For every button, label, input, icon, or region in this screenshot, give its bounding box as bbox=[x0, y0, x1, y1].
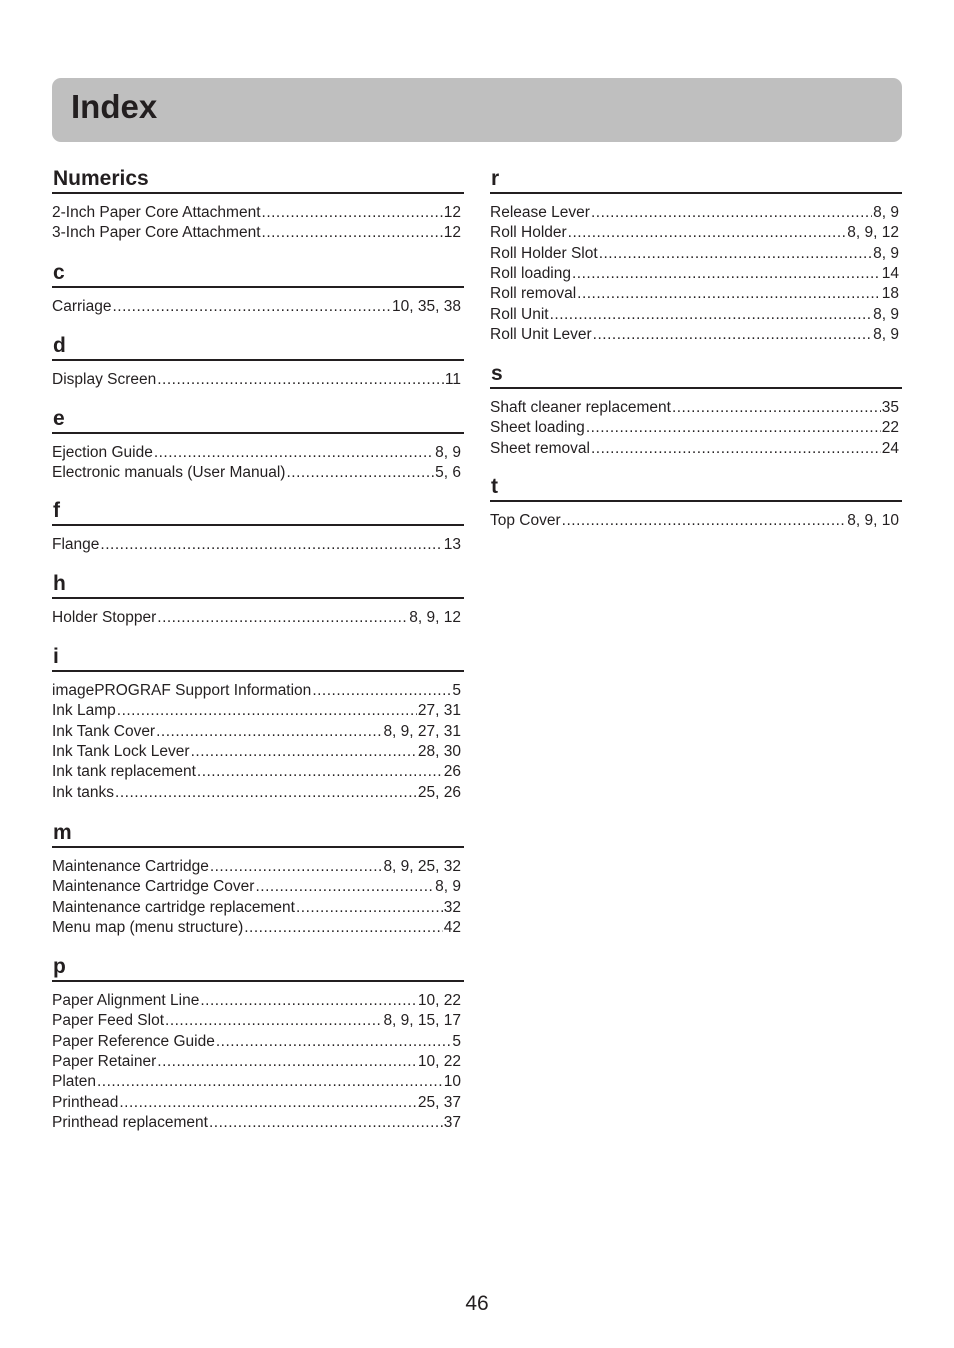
index-section bbox=[52, 571, 464, 628]
entry-pages: 28, 30 bbox=[417, 743, 461, 761]
index-entry bbox=[52, 1072, 461, 1092]
entry-pages: 12 bbox=[443, 204, 461, 221]
dot-leader bbox=[115, 783, 417, 803]
section-heading: h bbox=[52, 571, 464, 599]
section-heading: t bbox=[490, 474, 902, 502]
index-section bbox=[52, 333, 464, 390]
index-entry bbox=[490, 223, 899, 243]
dot-leader bbox=[200, 991, 417, 1011]
entry-pages: 32 bbox=[443, 898, 461, 916]
entry-pages: 8, 9, 27, 31 bbox=[383, 722, 461, 740]
page-number: 46 bbox=[465, 1292, 489, 1315]
entry-term: Ink Tank Lock Lever bbox=[52, 743, 190, 761]
entry-pages: 5 bbox=[452, 1032, 461, 1050]
index-section bbox=[52, 820, 464, 938]
entry-term: Maintenance Cartridge bbox=[52, 858, 209, 875]
entry-pages: 8, 9, 12 bbox=[847, 224, 899, 242]
index-entry bbox=[52, 898, 461, 918]
index-section bbox=[52, 406, 464, 484]
index-section bbox=[52, 166, 464, 244]
entry-pages: 13 bbox=[443, 536, 461, 553]
entry-term: 2-Inch Paper Core Attachment bbox=[52, 204, 261, 221]
entry-pages: 8, 9 bbox=[873, 326, 899, 344]
entry-list bbox=[52, 203, 464, 244]
entry-pages: 35 bbox=[881, 399, 899, 416]
section-heading: c bbox=[52, 260, 464, 288]
dot-leader bbox=[586, 418, 881, 438]
index-entry bbox=[52, 297, 461, 317]
index-entry bbox=[490, 305, 899, 325]
entry-term: Ejection Guide bbox=[52, 444, 153, 461]
entry-pages: 10 bbox=[443, 1073, 461, 1091]
entry-term: Platen bbox=[52, 1073, 96, 1091]
entry-term: Paper Feed Slot bbox=[52, 1012, 165, 1030]
dot-leader bbox=[191, 742, 417, 762]
index-entry bbox=[52, 762, 461, 782]
entry-term: Top Cover bbox=[490, 512, 561, 529]
dot-leader bbox=[157, 1052, 417, 1072]
section-heading: f bbox=[52, 498, 464, 526]
entry-pages: 8, 9 bbox=[873, 204, 899, 221]
entry-pages: 10, 22 bbox=[417, 992, 461, 1009]
index-entry bbox=[490, 511, 899, 531]
dot-leader bbox=[157, 370, 444, 390]
entry-pages: 14 bbox=[881, 265, 899, 283]
index-entry bbox=[52, 722, 461, 742]
entry-pages: 27, 31 bbox=[417, 702, 461, 720]
dot-leader bbox=[672, 398, 881, 418]
entry-term: Maintenance Cartridge Cover bbox=[52, 878, 255, 896]
index-entry bbox=[52, 1093, 461, 1113]
dot-leader bbox=[312, 681, 451, 701]
entry-term: Menu map (menu structure) bbox=[52, 919, 244, 937]
dot-leader bbox=[572, 264, 881, 284]
entry-pages: 10, 22 bbox=[417, 1053, 461, 1071]
entry-list bbox=[52, 443, 464, 484]
index-section bbox=[490, 361, 902, 459]
entry-term: Printhead bbox=[52, 1093, 119, 1111]
index-entry bbox=[490, 203, 899, 223]
entry-list bbox=[52, 681, 464, 803]
index-entry bbox=[52, 681, 461, 701]
index-entry bbox=[52, 1011, 461, 1031]
index-entry bbox=[52, 701, 461, 721]
entry-pages: 26 bbox=[443, 763, 461, 781]
entry-term: Flange bbox=[52, 536, 100, 553]
index-section bbox=[52, 954, 464, 1133]
section-heading: r bbox=[490, 166, 902, 194]
entry-term: Roll Unit bbox=[490, 305, 549, 323]
index-entry bbox=[490, 325, 899, 345]
entry-pages: 42 bbox=[443, 919, 461, 937]
index-section bbox=[52, 498, 464, 555]
entry-term: imagePROGRAF Support Information bbox=[52, 682, 312, 699]
entry-list bbox=[490, 511, 902, 531]
index-section bbox=[490, 166, 902, 345]
index-entry bbox=[52, 1113, 461, 1133]
index-entry bbox=[490, 284, 899, 304]
entry-pages: 8, 9, 25, 32 bbox=[383, 858, 461, 875]
index-entry bbox=[52, 783, 461, 803]
entry-term: Maintenance cartridge replacement bbox=[52, 898, 295, 916]
entry-pages: 8, 9, 12 bbox=[409, 609, 461, 626]
dot-leader bbox=[244, 918, 443, 938]
entry-pages: 8, 9 bbox=[873, 305, 899, 323]
dot-leader bbox=[165, 1011, 382, 1031]
dot-leader bbox=[197, 762, 443, 782]
entry-term: Roll Unit Lever bbox=[490, 326, 592, 344]
entry-pages: 8, 9, 15, 17 bbox=[383, 1012, 461, 1030]
entry-term: Printhead replacement bbox=[52, 1114, 208, 1132]
index-section bbox=[52, 260, 464, 317]
dot-leader bbox=[296, 898, 443, 918]
index-entry bbox=[52, 370, 461, 390]
entry-term: Display Screen bbox=[52, 371, 157, 388]
index-entry bbox=[52, 203, 461, 223]
entry-list bbox=[52, 857, 464, 938]
dot-leader bbox=[562, 511, 847, 531]
entry-pages: 8, 9 bbox=[873, 244, 899, 262]
entry-term: Sheet loading bbox=[490, 419, 585, 437]
index-entry bbox=[52, 1052, 461, 1072]
entry-term: Paper Retainer bbox=[52, 1053, 157, 1071]
index-entry bbox=[490, 439, 899, 459]
section-heading: d bbox=[52, 333, 464, 361]
index-entry bbox=[52, 1032, 461, 1052]
entry-term: Roll Holder Slot bbox=[490, 244, 598, 262]
entry-term: Ink tank replacement bbox=[52, 763, 196, 781]
dot-leader bbox=[216, 1032, 452, 1052]
entry-pages: 8, 9 bbox=[435, 878, 461, 896]
dot-leader bbox=[209, 1113, 443, 1133]
dot-leader bbox=[262, 223, 443, 243]
entry-pages: 37 bbox=[443, 1114, 461, 1132]
index-entry bbox=[52, 857, 461, 877]
section-heading: s bbox=[490, 361, 902, 389]
dot-leader bbox=[591, 439, 881, 459]
index-entry bbox=[52, 918, 461, 938]
dot-leader bbox=[119, 1093, 417, 1113]
entry-pages: 25, 37 bbox=[417, 1093, 461, 1111]
entry-list bbox=[52, 297, 464, 317]
page-title: Index bbox=[71, 88, 158, 125]
dot-leader bbox=[599, 244, 872, 264]
dot-leader bbox=[568, 223, 847, 243]
entry-term: Paper Reference Guide bbox=[52, 1032, 215, 1050]
entry-term: Sheet removal bbox=[490, 439, 590, 457]
entry-list bbox=[52, 608, 464, 628]
section-heading: p bbox=[52, 954, 464, 982]
dot-leader bbox=[100, 535, 442, 555]
entry-term: 3-Inch Paper Core Attachment bbox=[52, 224, 261, 242]
dot-leader bbox=[117, 701, 417, 721]
entry-pages: 8, 9 bbox=[435, 444, 461, 461]
dot-leader bbox=[112, 297, 391, 317]
entry-term: Release Lever bbox=[490, 204, 590, 221]
index-entry bbox=[490, 264, 899, 284]
entry-pages: 10, 35, 38 bbox=[392, 298, 461, 315]
dot-leader bbox=[156, 722, 382, 742]
entry-term: Paper Alignment Line bbox=[52, 992, 200, 1009]
entry-term: Electronic manuals (User Manual) bbox=[52, 464, 286, 482]
index-entry bbox=[490, 418, 899, 438]
entry-term: Shaft cleaner replacement bbox=[490, 399, 671, 416]
index-entry bbox=[52, 742, 461, 762]
entry-term: Ink tanks bbox=[52, 783, 115, 801]
entry-list bbox=[52, 991, 464, 1133]
entry-list bbox=[490, 203, 902, 345]
title-banner bbox=[52, 78, 902, 142]
entry-term: Holder Stopper bbox=[52, 609, 157, 626]
entry-term: Carriage bbox=[52, 298, 112, 315]
section-heading: Numerics bbox=[52, 166, 464, 194]
dot-leader bbox=[591, 203, 872, 223]
entry-term: Ink Tank Cover bbox=[52, 722, 156, 740]
entry-list bbox=[490, 398, 902, 459]
entry-term: Ink Lamp bbox=[52, 702, 116, 720]
dot-leader bbox=[550, 305, 873, 325]
index-entry bbox=[52, 463, 461, 483]
index-entry bbox=[52, 877, 461, 897]
dot-leader bbox=[593, 325, 872, 345]
index-section bbox=[52, 644, 464, 803]
index-entry bbox=[52, 443, 461, 463]
dot-leader bbox=[157, 608, 408, 628]
dot-leader bbox=[255, 877, 434, 897]
entry-term: Roll loading bbox=[490, 265, 571, 283]
index-entry bbox=[52, 991, 461, 1011]
index-section bbox=[490, 474, 902, 531]
entry-pages: 18 bbox=[881, 285, 899, 303]
entry-pages: 22 bbox=[881, 419, 899, 437]
index-entry bbox=[490, 398, 899, 418]
entry-pages: 25, 26 bbox=[417, 783, 461, 801]
dot-leader bbox=[262, 203, 443, 223]
entry-pages: 24 bbox=[881, 439, 899, 457]
entry-list bbox=[52, 370, 464, 390]
index-entry bbox=[52, 223, 461, 243]
entry-pages: 11 bbox=[444, 371, 461, 388]
entry-term: Roll Holder bbox=[490, 224, 567, 242]
entry-pages: 5, 6 bbox=[435, 464, 461, 482]
entry-list bbox=[52, 535, 464, 555]
dot-leader bbox=[154, 443, 434, 463]
index-entry bbox=[52, 535, 461, 555]
entry-pages: 12 bbox=[443, 224, 461, 242]
section-heading: e bbox=[52, 406, 464, 434]
dot-leader bbox=[97, 1072, 443, 1092]
entry-term: Roll removal bbox=[490, 285, 577, 303]
section-heading: i bbox=[52, 644, 464, 672]
index-entry bbox=[490, 244, 899, 264]
section-heading: m bbox=[52, 820, 464, 848]
dot-leader bbox=[210, 857, 383, 877]
dot-leader bbox=[286, 463, 434, 483]
dot-leader bbox=[577, 284, 881, 304]
index-entry bbox=[52, 608, 461, 628]
entry-pages: 8, 9, 10 bbox=[847, 512, 899, 529]
entry-pages: 5 bbox=[452, 682, 461, 699]
